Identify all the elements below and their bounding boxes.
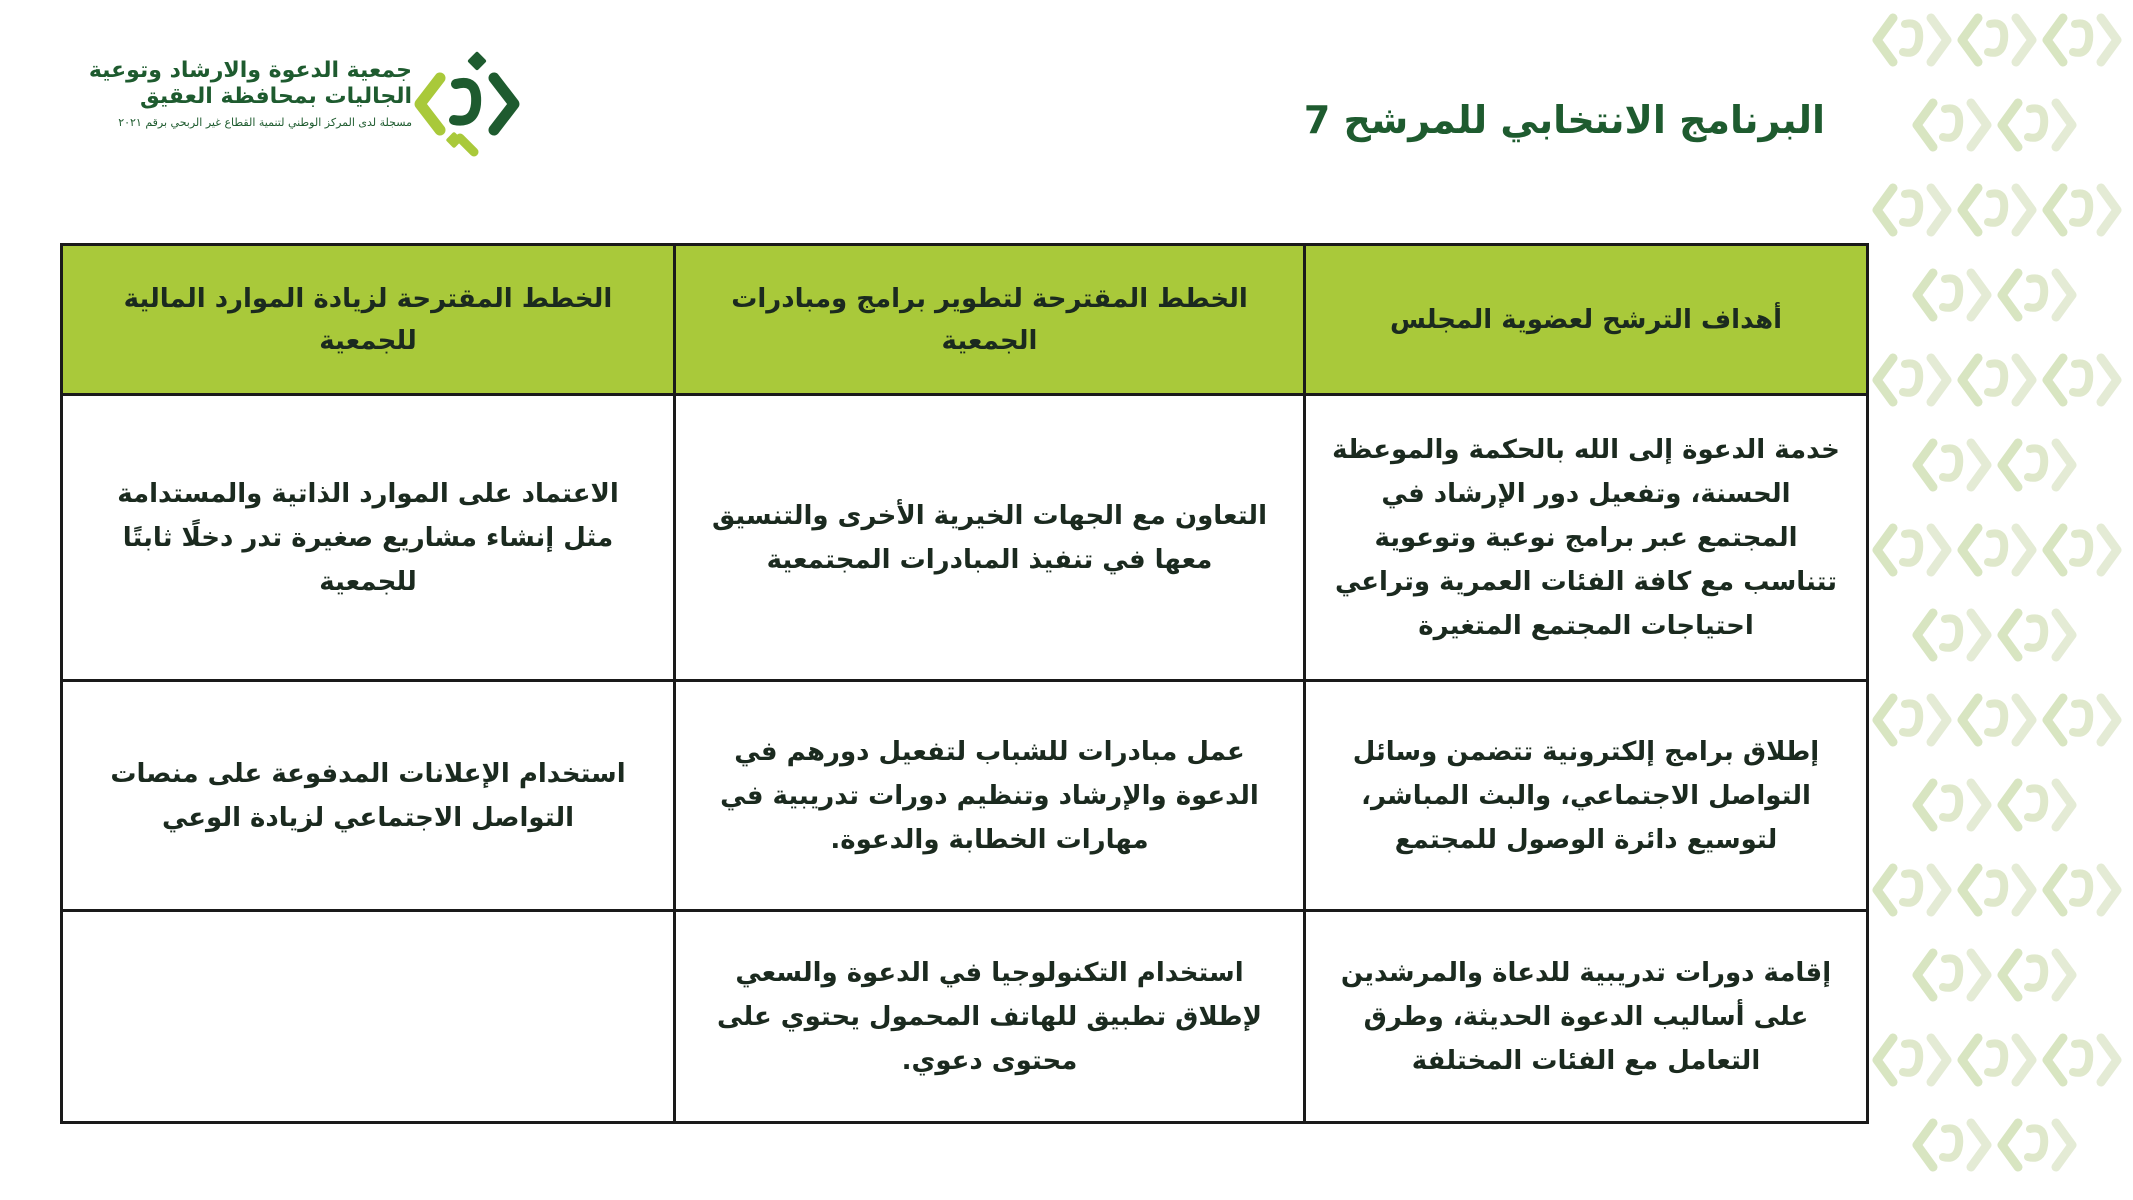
organization-logo xyxy=(62,48,522,158)
column-header-financial-plans: الخطط المقترحة لزيادة الموارد المالية للجمعية xyxy=(62,245,675,395)
table-row xyxy=(62,681,1868,911)
table-cell: خدمة الدعوة إلى الله بالحكمة والموعظة الحسنة، وتفعيل دور الإرشاد في المجتمع عبر برامج نوعية وتوعوية تتناسب مع كافة الفئات العمرية وتراعي احتياجات المجتمع المتغيرة xyxy=(1305,395,1868,681)
logo-registration-text: مسجلة لدى المركز الوطني لتنمية القطاع غير الربحي برقم ٢٠٢١ xyxy=(118,116,412,129)
table-cell: استخدام الإعلانات المدفوعة على منصات التواصل الاجتماعي لزيادة الوعي xyxy=(62,681,675,911)
logo-name-line1: جمعية الدعوة والارشاد وتوعية xyxy=(88,58,412,83)
column-header-goals: أهداف الترشح لعضوية المجلس xyxy=(1305,245,1868,395)
logo-name-line2: الجاليات بمحافظة العقيق xyxy=(139,84,412,109)
table-cell: إطلاق برامج إلكترونية تتضمن وسائل التواصل الاجتماعي، والبث المباشر، لتوسيع دائرة الوصول للمجتمع xyxy=(1305,681,1868,911)
table-cell-empty xyxy=(62,911,675,1123)
table-row xyxy=(62,395,1868,681)
page-title: البرنامج الانتخابي للمرشح 7 xyxy=(1303,98,1825,142)
table-cell: عمل مبادرات للشباب لتفعيل دورهم في الدعوة والإرشاد وتنظيم دورات تدريبية في مهارات الخطابة والدعوة. xyxy=(675,681,1305,911)
background-pattern xyxy=(1863,0,2133,1200)
table-header-row xyxy=(62,245,1868,395)
table-cell: استخدام التكنولوجيا في الدعوة والسعي لإطلاق تطبيق للهاتف المحمول يحتوي على محتوى دعوي. xyxy=(675,911,1305,1123)
logo-mark-icon xyxy=(412,48,522,158)
electoral-program-table xyxy=(60,243,1869,1124)
table-cell: التعاون مع الجهات الخيرية الأخرى والتنسيق معها في تنفيذ المبادرات المجتمعية xyxy=(675,395,1305,681)
table-cell: إقامة دورات تدريبية للدعاة والمرشدين على أساليب الدعوة الحديثة، وطرق التعامل مع الفئات المختلفة xyxy=(1305,911,1868,1123)
table-row xyxy=(62,911,1868,1123)
column-header-program-plans: الخطط المقترحة لتطوير برامج ومبادرات الجمعية xyxy=(675,245,1305,395)
table-cell: الاعتماد على الموارد الذاتية والمستدامة مثل إنشاء مشاريع صغيرة تدر دخلًا ثابتًا للجمعية xyxy=(62,395,675,681)
